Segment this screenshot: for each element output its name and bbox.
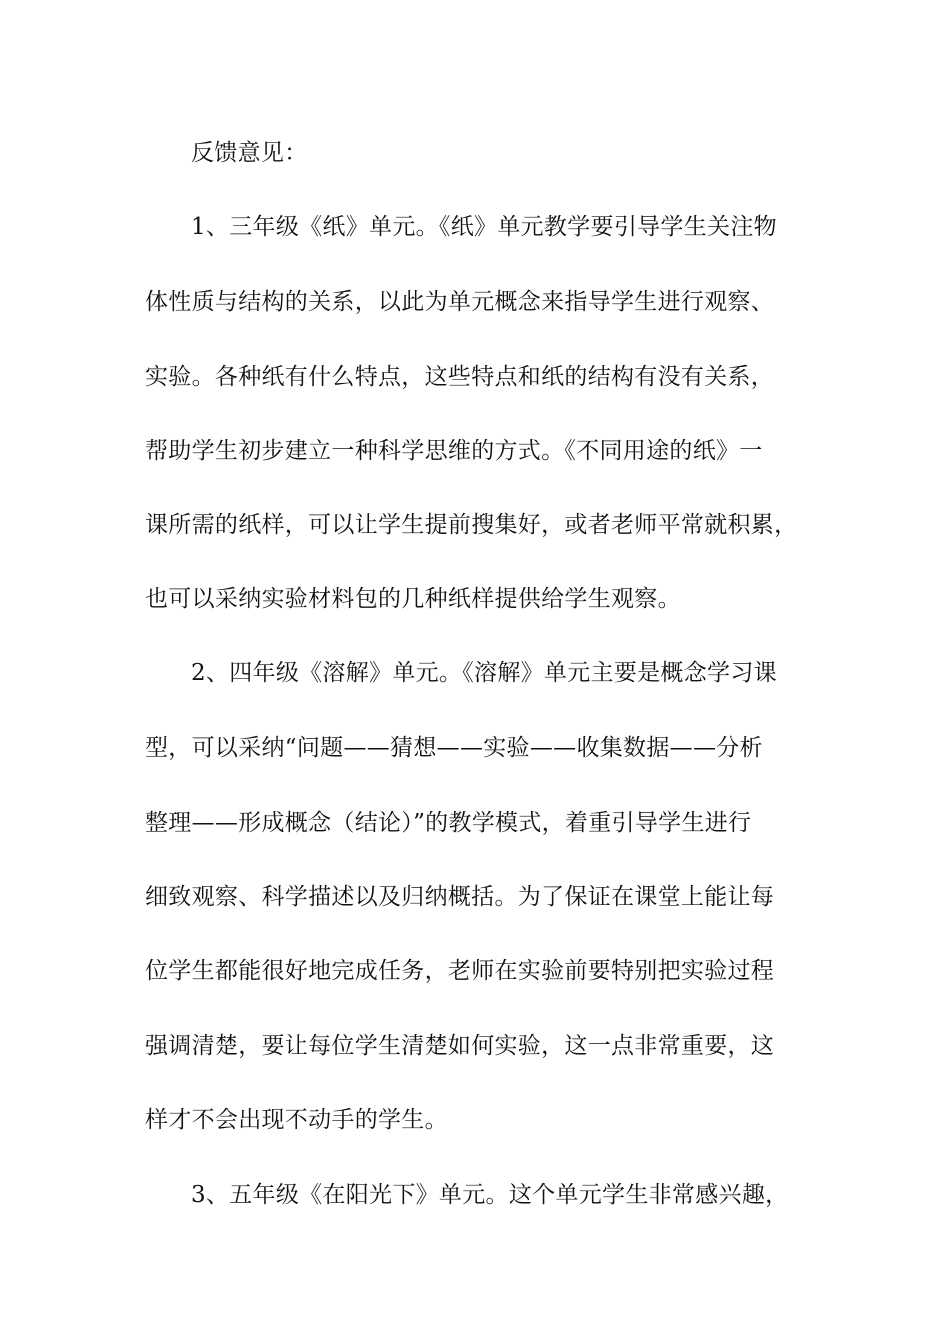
section-heading: 反馈意见： (191, 140, 308, 166)
paragraph-line: 整理——形成概念（结论）”的教学模式，着重引导学生进行 (145, 810, 752, 836)
paragraph-line: 体性质与结构的关系，以此为单元概念来指导学生进行观察、 (145, 289, 775, 315)
paragraph-line: 帮助学生初步建立一种科学思维的方式。《不同用途的纸》一 (145, 438, 763, 464)
paragraph-line: 1、三年级《纸》单元。《纸》单元教学要引导学生关注物 (191, 214, 777, 240)
paragraph-line: 实验。各种纸有什么特点，这些特点和纸的结构有没有关系， (145, 364, 775, 390)
paragraph-line: 3、五年级《在阳光下》单元。这个单元学生非常感兴趣， (191, 1182, 789, 1208)
paragraph-line: 课所需的纸样，可以让学生提前搜集好，或者老师平常就积累， (145, 512, 798, 538)
paragraph-line: 强调清楚，要让每位学生清楚如何实验，这一点非常重要，这 (145, 1033, 775, 1059)
paragraph-line: 位学生都能很好地完成任务，老师在实验前要特别把实验过程 (145, 958, 775, 984)
paragraph-line: 样才不会出现不动手的学生。 (145, 1107, 448, 1133)
paragraph-line: 2、四年级《溶解》单元。《溶解》单元主要是概念学习课 (191, 660, 777, 686)
paragraph-line: 细致观察、科学描述以及归纳概括。为了保证在课堂上能让每 (145, 884, 775, 910)
paragraph-line: 型，可以采纳“问题——猜想——实验——收集数据——分析 (145, 735, 763, 761)
paragraph-line: 也可以采纳实验材料包的几种纸样提供给学生观察。 (145, 586, 681, 612)
